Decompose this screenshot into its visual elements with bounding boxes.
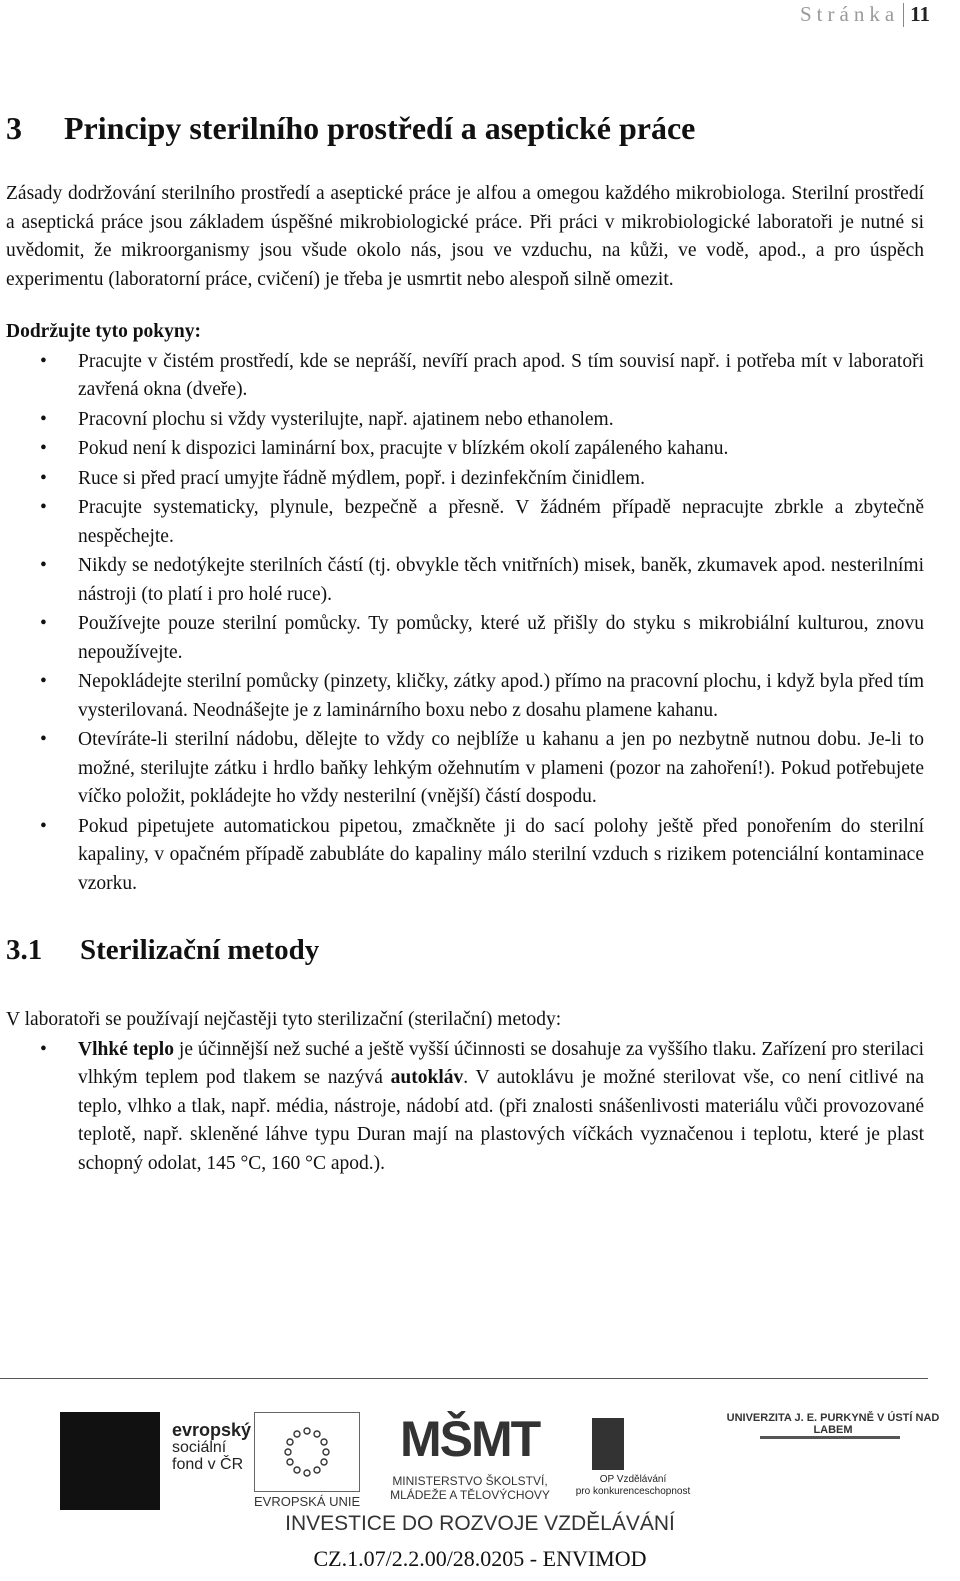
term-bold: autokláv <box>390 1067 464 1088</box>
bullet-icon: • <box>40 613 47 634</box>
bullet-icon: • <box>40 438 47 459</box>
header-divider <box>903 3 904 27</box>
msmt-text: MINISTERSTVO ŠKOLSTVÍ, MLÁDEŽE A TĚLOVÝCHOVY <box>390 1474 550 1502</box>
subsection-title: Sterilizační metody <box>80 934 320 966</box>
op-logo-icon <box>592 1418 624 1470</box>
section-title: Principy sterilního prostředí a aseptické práce <box>64 110 696 146</box>
list-item: • Nikdy se nedotýkejte sterilních částí (tj. obvykle těch vnitřních) misek, baněk, zkumavek apod. nesterilními nástroji (to platí i pro holé ruce). <box>6 552 924 609</box>
msmt-logo-icon: MŠMT <box>400 1411 540 1467</box>
ujep-label: UNIVERZITA J. E. PURKYNĚ V ÚSTÍ NAD LABEM <box>726 1412 940 1436</box>
section-heading <box>6 108 924 148</box>
op-text: OP Vzdělávání pro konkurenceschopnost <box>575 1474 691 1497</box>
list-item: • Používejte pouze sterilní pomůcky. Ty pomůcky, které už přišly do styku s mikrobiální kulturou, znovu nepoužívejte. <box>6 610 924 667</box>
section-number: 3 <box>6 110 22 146</box>
esf-text: evropský sociální fond v ČR <box>172 1420 252 1473</box>
term-bold: Vlhké teplo <box>78 1038 174 1060</box>
project-code: CZ.1.07/2.2.00/28.0205 - ENVIMOD <box>313 1546 647 1571</box>
footer-logos <box>60 1412 950 1522</box>
page-number: 11 <box>910 2 930 26</box>
list-item: • Pokud pipetujete automatickou pipetou, zmačkněte ji do sací polohy ještě před ponořením do sterilní kapaliny, v opačném případě zabubláte do kapaliny málo sterilní vzduch s rizikem potenciální kontaminace vzorku. <box>6 813 924 899</box>
list-item: • Pokud není k dispozici laminární box, pracujte v blízkém okolí zapáleného kahanu. <box>6 435 924 464</box>
methods-list <box>6 1036 924 1179</box>
page-header <box>800 2 930 27</box>
list-item: • Otevíráte-li sterilní nádobu, dělejte to vždy co nejblíže u kahanu a jen po nezbytně nutnou dobu. Je-li to možné, sterilujte zátku i hrdlo baňky lehkým ožehnutím v plameni (pozor na zahoření!). Pokud potřebujete víčko položit, pokládejte ho vždy nesterilní (vnější) částí dospodu. <box>6 726 924 812</box>
list-item: • Ruce si před prací umyjte řádně mýdlem, popř. i dezinfekčním činidlem. <box>6 465 924 494</box>
eu-flag-icon <box>254 1412 360 1492</box>
ujep-logo-icon <box>760 1436 900 1503</box>
list-item: • Pracujte v čistém prostředí, kde se nepráší, nevíří prach apod. S tím souvisí např. i potřeba mít v laboratoři zavřená okna (dveře). <box>6 348 924 405</box>
eu-label: EVROPSKÁ UNIE <box>254 1494 361 1509</box>
list-item: • Pracovní plochu si vždy vysterilujte, např. ajatinem nebo ethanolem. <box>6 406 924 435</box>
bullet-icon: • <box>40 497 47 518</box>
bullet-icon: • <box>40 555 47 576</box>
bullet-icon: • <box>40 1038 47 1060</box>
list-item: • Nepokládejte sterilní pomůcky (pinzety, kličky, zátky apod.) přímo na pracovní plochu, i když byla před tím vysterilovaná. Neodnášejte je z laminárního boxu nebo z dosahu plamene kahanu. <box>6 668 924 725</box>
list-item: • Vlhké teplo je účinnější než suché a ještě vyšší účinnosti se dosahuje za vyššího tlaku. Zařízení pro sterilaci vlhkým teplem pod tlakem se nazývá autokláv. V autoklávu je možné sterilovat vše, co není citlivé na teplo, vlhko a tlak, např. média, nástroje, nádobí atd. (při znalosti snášenlivosti materiálu vůči provozované teplotě, např. skleněné láhve typu Duran mají na plastových víčkách vyznačenou i teplotu, které je plast schopný odolat, 145 °C, 160 °C apod.). <box>6 1036 924 1179</box>
bullet-icon: • <box>40 408 47 430</box>
page-label: Stránka <box>800 2 900 26</box>
bullet-icon: • <box>40 671 47 692</box>
esf-logo-icon <box>60 1412 160 1510</box>
list-item: • Pracujte systematicky, plynule, bezpečně a přesně. V žádném případě nepracujte zbrkle a zbytečně nespěchejte. <box>6 494 924 551</box>
subsection-heading <box>6 932 924 968</box>
bullet-icon: • <box>40 350 47 372</box>
investice-slogan: INVESTICE DO ROZVOJE VZDĚLÁVÁNÍ <box>285 1512 675 1535</box>
pokyny-list <box>6 348 924 899</box>
document-body <box>6 108 924 1178</box>
pokyny-title: Dodržujte tyto pokyny: <box>6 321 201 342</box>
bullet-icon: • <box>40 729 47 750</box>
footer-divider <box>0 1378 928 1379</box>
section-intro: Zásady dodržování sterilního prostředí a aseptické práce je alfou a omegou každého mikrobiologa. Sterilní prostředí a aseptická práce jsou základem úspěšné mikrobiologické práce. Při práci v mikrobiologické laboratoři je nutné si uvědomit, že mikroorganismy jsou všude okolo nás, jsou ve vzduchu, na kůži, ve vodě, apod., a pro úspěch experimentu (laboratorní práce, cvičení) je třeba je usmrtit nebo alespoň silně omezit. <box>6 183 924 290</box>
bullet-icon: • <box>40 467 47 489</box>
subsection-number: 3.1 <box>6 934 43 966</box>
bullet-icon: • <box>40 815 47 837</box>
subsection-intro: V laboratoři se používají nejčastěji tyto sterilizační (sterilační) metody: <box>6 1009 562 1030</box>
